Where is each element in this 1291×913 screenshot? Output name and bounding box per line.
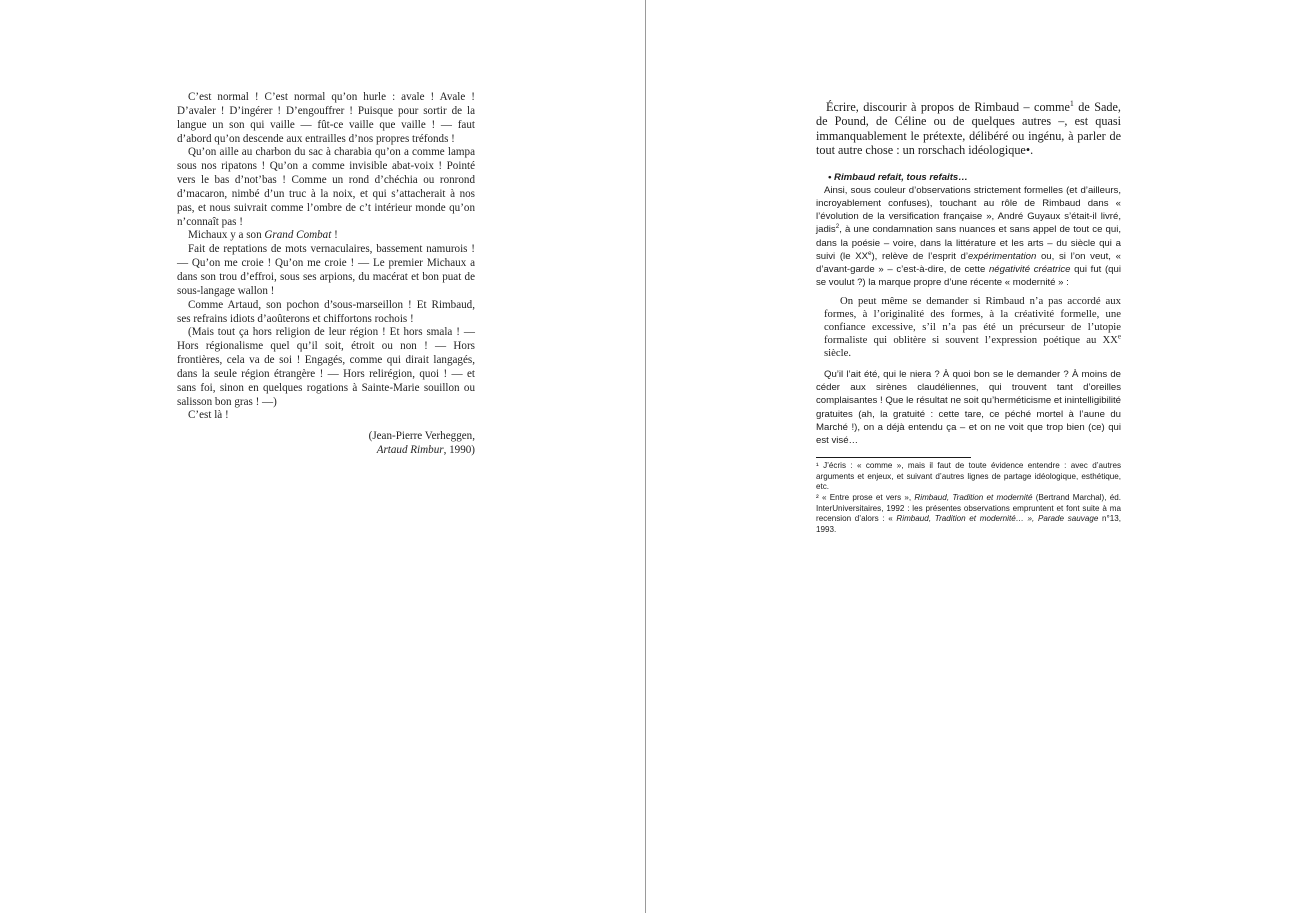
footnote-1: ¹ J’écris : « comme », mais il faut de toute évidence entendre : avec d’autres arguments et enjeux, et suivant d’autres lignes de partage idéologique, esthétique, etc.	[816, 461, 1121, 492]
essay-block	[816, 100, 1121, 535]
block-quote: On peut même se demander si Rimbaud n’a pas accordé aux formes, à l’originalité des formes, à la créativité formelle, une confiance excessive, s’il n’a pas été un précurseur de l’utopie formaliste qui oblitère si souvent l’expression poétique au XXe siècle.	[824, 295, 1121, 360]
poem-stanza: (Mais tout ça hors religion de leur région ! Et hors smala ! — Hors régionalisme quel qu’il soit, étroit ou non ! — Hors frontières, cela va de soi ! Engagés, comme qui dirait langagés, dans la seule région étrangère ! — Hors relirégion, quoi ! — et sans foi, sinon en quelques rogations à Sainte-Marie souillon ou salisson bon gras ! —)	[177, 326, 475, 408]
right-page	[646, 0, 1291, 913]
footnotes	[816, 461, 1121, 535]
poem-stanza: Michaux y a son Grand Combat !	[188, 229, 338, 242]
poem-signature: (Jean-Pierre Verheggen, Artaud Rimbur, 1990)	[368, 430, 475, 457]
book-title: Grand Combat	[264, 229, 332, 242]
poem-stanza: Qu’on aille au charbon du sac à charabia qu’on a comme lampa sous nos ripatons ! Qu’on a comme invisible abat-voix ! Pointé vers le bas d’not’bas ! Comme un rond d’chéchia ou ronrond d’macaron, nimbé d’un truc à la noix, et qui s’attacherait à nos pas, et nous suivrait comme l’ombre de c’t intérieur monde qu’on n’connaît pas !	[177, 146, 475, 228]
poem-block	[177, 91, 475, 458]
footnote-2: ² « Entre prose et vers », Rimbaud, Tradition et modernité (Bertrand Marchal), éd. InterUniversitaires, 1992 : les présentes observations empruntent et font suite à ma recension d’alors : « Rimbaud, Tradition et modernité… », Parade sauvage n°13, 1993.	[816, 492, 1121, 534]
body-paragraph: Ainsi, sous couleur d’observations strictement formelles (et d’ailleurs, incroyablement confuses), touchant au rôle de Rimbaud dans « l’évolution de la versification française », André Guyaux s’était-il livré, jadis$^2$, à une condamnation sans nuances et sans appel de tout ce qui, dans la poésie – voire, dans la littérature et les arts – du siècle qui a suivi (le XXe), relève de l’esprit d’expérimentation ou, si l’on veut, « d’avant-garde » – c’est-à-dire, de cette négativité créatrice qui fut (qui se voulut ?) la marque propre d’une récente « modernité » :	[816, 184, 1121, 289]
poem-stanza: Comme Artaud, son pochon d’sous-marseillon ! Et Rimbaud, ses refrains idiots d’aoûterons et chiffortons rochois !	[177, 298, 475, 325]
poem-stanza: C’est normal ! C’est normal qu’on hurle : avale ! Avale ! D’avaler ! D’ingérer ! D’engouffrer ! Puisque pour sortir de la langue un son qui vaille — fût-ce vaille que vaille ! — faut d’abord qu’on descende aux entrailles d’nos propres tréfonds !	[177, 91, 475, 145]
signature-title: Artaud Rimbur	[376, 444, 444, 457]
section-heading: • Rimbaud refait, tous refaits…	[828, 171, 968, 183]
footnote-separator	[816, 457, 971, 458]
poem-stanza: Fait de reptations de mots vernaculaires, bassement namurois ! — Qu’on me croie ! Qu’on me croie ! — Le premier Michaux a dans son trou d’effroi, sous ses arpions, du macérat et bon puat de sous-langage wallon !	[177, 243, 475, 297]
body-paragraph: Qu’il l’ait été, qui le niera ? À quoi bon se le demander ? À moins de céder aux sirènes claudéliennes, qui trouvent tant d’oreilles complaisantes ! Que le résultat ne soit qu’herméticisme et inintelligibilité gratuites (ah, la gratuité : cette tare, ce péché mortel à l’aune du Marché !), on a déjà entendu ça – et on ne voit que trop bien (ce) qui est visé…	[816, 368, 1122, 446]
left-page	[0, 0, 645, 913]
intro-paragraph: Écrire, discourir à propos de Rimbaud – comme$^1$ de Sade, de Pound, de Céline ou de quelques autres –, est quasi immanquablement le prétexte, délibéré ou ingénu, à parler de tout autre chose : un rorschach idéologique•.	[816, 98, 1121, 158]
poem-stanza: C’est là !	[188, 409, 229, 422]
